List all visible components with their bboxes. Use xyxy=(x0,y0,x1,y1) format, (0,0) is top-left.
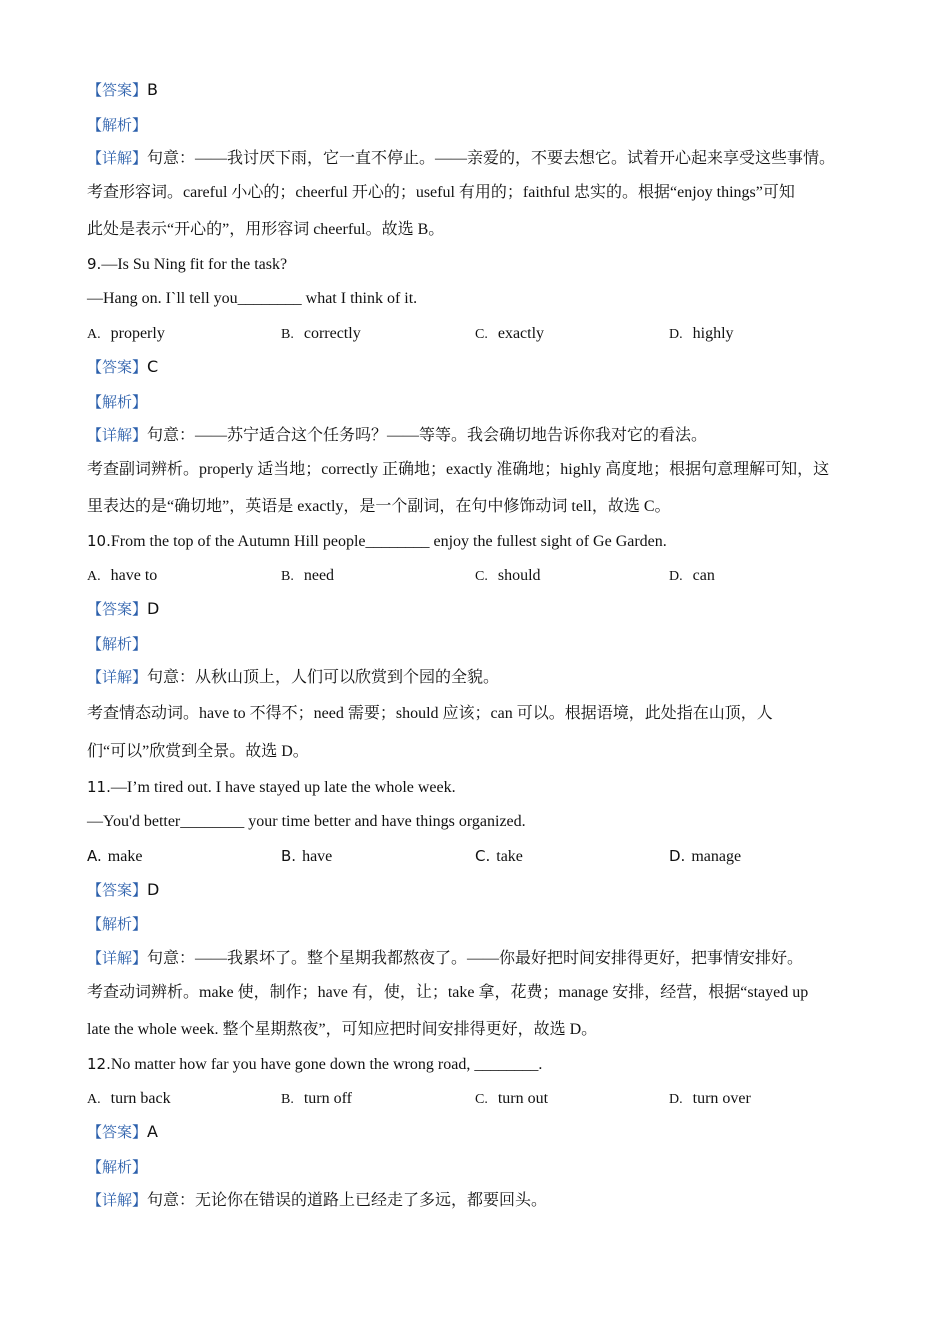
option-b xyxy=(281,566,334,587)
answer-value: C xyxy=(147,357,159,376)
option-c xyxy=(475,846,523,867)
detail-text: 句意：从秋山顶上，人们可以欣赏到个园的全貌。 xyxy=(147,669,500,686)
detail-label: 【详解】 xyxy=(87,149,148,167)
option-a xyxy=(87,846,142,867)
answer-value: D xyxy=(147,880,160,899)
question-number: 12. xyxy=(87,1055,111,1073)
option-letter: B. xyxy=(281,569,294,584)
option-text: properly xyxy=(110,325,165,342)
answer-line-11 xyxy=(87,880,159,901)
option-c xyxy=(475,324,544,345)
explanation-line: 考查动词辨析。make 使，制作；have 有，使，让；take 拿，花费；manage 安排，经营，根据“stayed up xyxy=(87,984,809,1001)
question-text: No matter how far you have gone down the wrong road, ________. xyxy=(110,1056,543,1073)
option-text: turn off xyxy=(303,1090,352,1107)
question-number: 9. xyxy=(87,255,102,273)
option-letter: A. xyxy=(87,847,102,865)
detail-line-9 xyxy=(87,425,707,446)
analysis-label-12 xyxy=(87,1157,147,1178)
detail-label: 【详解】 xyxy=(87,949,148,967)
answer-line-12 xyxy=(87,1122,158,1143)
option-b xyxy=(281,846,332,867)
answer-line-8 xyxy=(87,80,158,101)
explanation-line: 考查情态动词。have to 不得不；need 需要；should 应该；can 可以。根据语境，此处指在山顶，人 xyxy=(87,705,773,722)
option-letter: D. xyxy=(669,1092,683,1107)
option-text: should xyxy=(497,567,541,584)
option-letter: D. xyxy=(669,569,683,584)
option-text: highly xyxy=(692,325,734,342)
option-text: turn back xyxy=(110,1090,171,1107)
option-text: turn over xyxy=(692,1090,751,1107)
explanation-line: 考查副词辨析。properly 适当地；correctly 正确地；exactly 准确地；highly 高度地；根据句意理解可知，这 xyxy=(87,461,830,478)
option-letter: C. xyxy=(475,327,488,342)
option-text: manage xyxy=(691,848,742,865)
question-number: 11. xyxy=(87,778,111,796)
detail-text: 句意：——我累坏了。整个星期我都熬夜了。——你最好把时间安排得更好，把事情安排好。 xyxy=(147,950,804,967)
question-11-stem xyxy=(87,777,456,798)
option-letter: C. xyxy=(475,1092,488,1107)
analysis-label: 【解析】 xyxy=(87,915,148,933)
answer-line-9 xyxy=(87,357,158,378)
option-a xyxy=(87,1089,171,1110)
question-10-stem xyxy=(87,531,667,552)
detail-text: 句意：——苏宁适合这个任务吗？——等等。我会确切地告诉你我对它的看法。 xyxy=(147,427,708,444)
option-letter: A. xyxy=(87,327,101,342)
answer-label: 【答案】 xyxy=(87,600,148,618)
option-letter: C. xyxy=(475,569,488,584)
option-c xyxy=(475,566,541,587)
analysis-label: 【解析】 xyxy=(87,393,148,411)
analysis-label-10 xyxy=(87,634,147,655)
option-letter: A. xyxy=(87,1092,101,1107)
option-text: need xyxy=(303,567,335,584)
option-d xyxy=(669,846,741,867)
option-b xyxy=(281,324,361,345)
answer-label: 【答案】 xyxy=(87,358,148,376)
option-text: have xyxy=(302,848,333,865)
answer-value: B xyxy=(147,80,158,99)
analysis-label-8 xyxy=(87,115,147,136)
explanation-line: 们“可以”欣赏到全景。故选 D。 xyxy=(87,743,309,760)
option-text: make xyxy=(107,848,143,865)
detail-text: 句意：——我讨厌下雨，它一直不停止。——亲爱的，不要去想它。试着开心起来享受这些事情。 xyxy=(147,150,836,167)
option-letter: D. xyxy=(669,847,686,865)
analysis-label: 【解析】 xyxy=(87,1158,148,1176)
option-a xyxy=(87,566,157,587)
option-a xyxy=(87,324,165,345)
option-text: correctly xyxy=(303,325,361,342)
option-letter: C. xyxy=(475,847,491,865)
question-9-line2: —Hang on. I`ll tell you________ what I think of it. xyxy=(87,290,418,307)
answer-label: 【答案】 xyxy=(87,881,148,899)
option-letter: D. xyxy=(669,327,683,342)
option-letter: B. xyxy=(281,847,297,865)
option-letter: B. xyxy=(281,1092,294,1107)
option-text: exactly xyxy=(497,325,545,342)
option-c xyxy=(475,1089,548,1110)
option-b xyxy=(281,1089,352,1110)
detail-line-8 xyxy=(87,148,835,169)
analysis-label: 【解析】 xyxy=(87,116,148,134)
detail-text: 句意：无论你在错误的道路上已经走了多远，都要回头。 xyxy=(147,1192,548,1209)
question-text: —Is Su Ning fit for the task? xyxy=(101,256,288,273)
detail-line-12 xyxy=(87,1190,547,1211)
answer-line-10 xyxy=(87,599,159,620)
explanation-line: 考查形容词。careful 小心的；cheerful 开心的；useful 有用的；faithful 忠实的。根据“enjoy things”可知 xyxy=(87,184,795,201)
analysis-label-11 xyxy=(87,914,147,935)
analysis-label-9 xyxy=(87,392,147,413)
option-text: turn out xyxy=(497,1090,549,1107)
explanation-line: 里表达的是“确切地”，英语是 exactly，是一个副词，在句中修饰动词 tell，故选 C。 xyxy=(87,498,671,515)
option-letter: B. xyxy=(281,327,294,342)
question-text: —I’m tired out. I have stayed up late the whole week. xyxy=(110,779,456,796)
answer-value: A xyxy=(147,1122,158,1141)
answer-label: 【答案】 xyxy=(87,1123,148,1141)
question-12-stem xyxy=(87,1054,542,1075)
analysis-label: 【解析】 xyxy=(87,635,148,653)
detail-line-10 xyxy=(87,667,499,688)
explanation-line: late the whole week. 整个星期熬夜”，可知应把时间安排得更好，故选 D。 xyxy=(87,1021,598,1038)
detail-line-11 xyxy=(87,948,803,969)
option-text: have to xyxy=(110,567,158,584)
option-text: can xyxy=(692,567,715,584)
option-letter: A. xyxy=(87,569,101,584)
question-11-line2: —You'd better________ your time better and have things organized. xyxy=(87,813,526,830)
detail-label: 【详解】 xyxy=(87,1191,148,1209)
option-d xyxy=(669,324,734,345)
answer-value: D xyxy=(147,599,160,618)
option-text: take xyxy=(496,848,523,865)
option-d xyxy=(669,566,715,587)
answer-label: 【答案】 xyxy=(87,81,148,99)
explanation-line: 此处是表示“开心的”，用形容词 cheerful。故选 B。 xyxy=(87,221,445,238)
detail-label: 【详解】 xyxy=(87,668,148,686)
question-9-stem xyxy=(87,254,287,275)
option-d xyxy=(669,1089,751,1110)
question-text: From the top of the Autumn Hill people________ enjoy the fullest sight of Ge Garden. xyxy=(110,533,667,550)
question-number: 10. xyxy=(87,532,111,550)
detail-label: 【详解】 xyxy=(87,426,148,444)
